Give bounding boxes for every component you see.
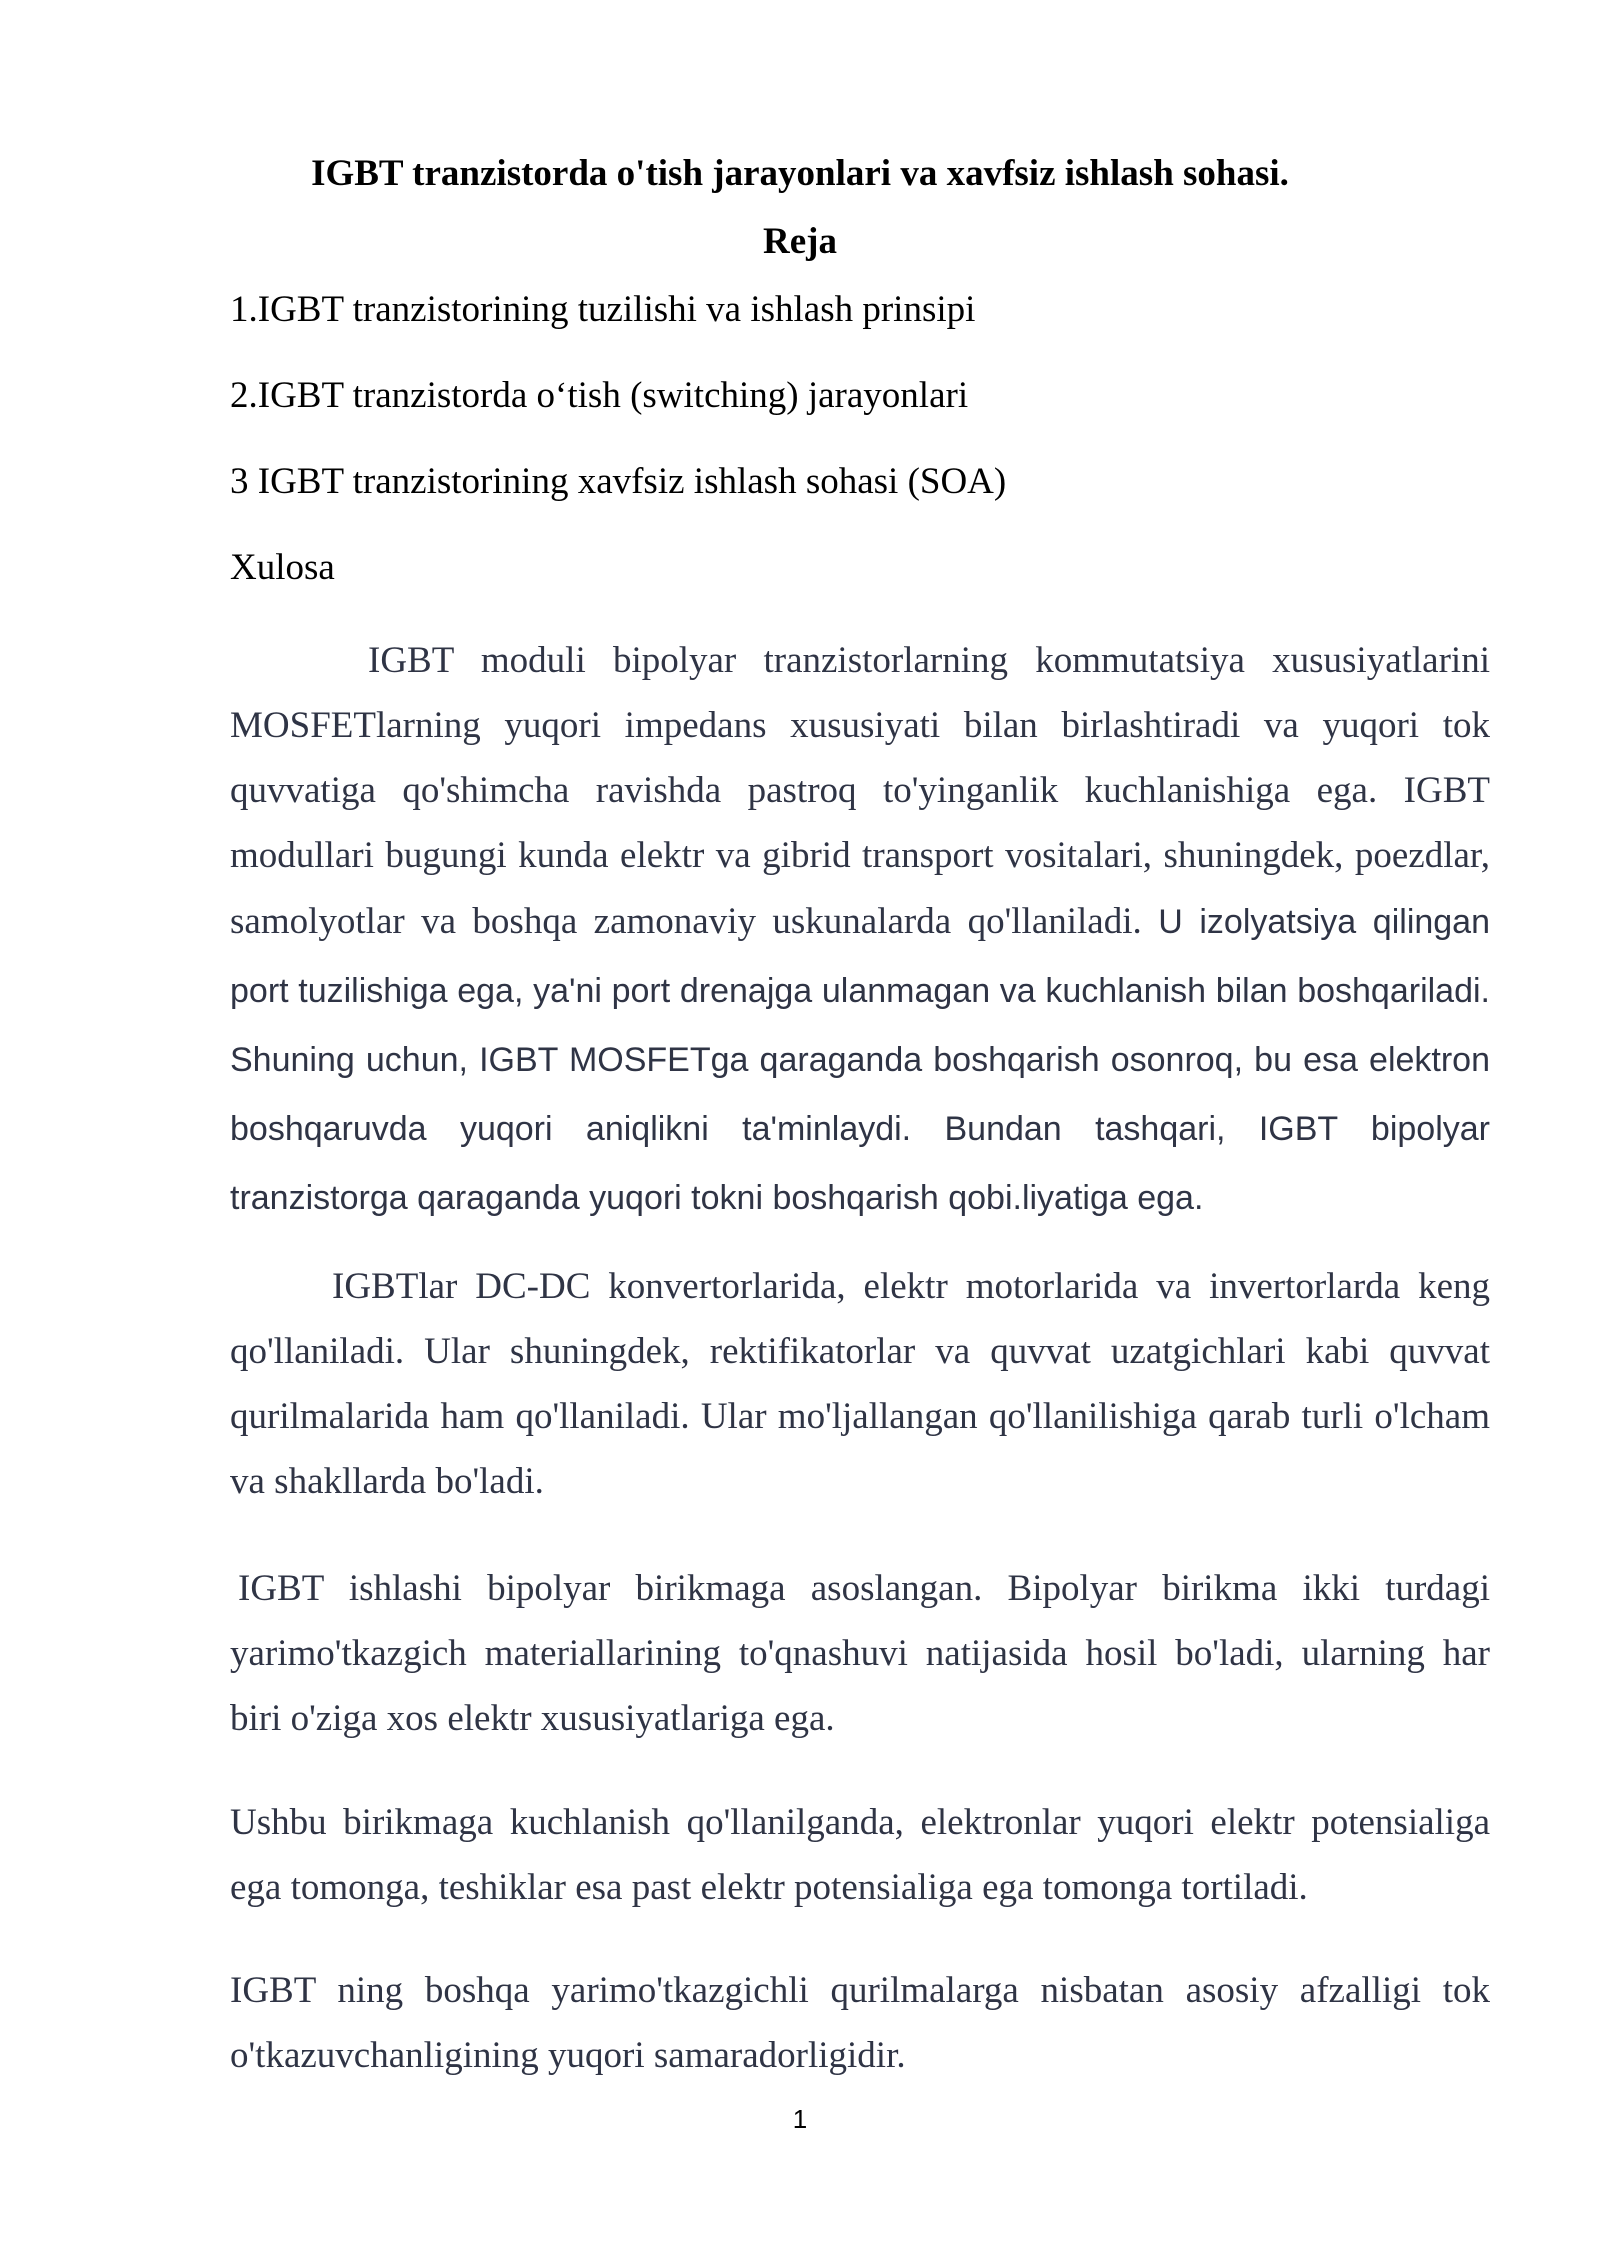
paragraph-5: IGBT ning boshqa yarimo'tkazgichli qurilmalarga nisbatan asosiy afzalligi tok o'tkazuvchanligining yuqori samaradorligidir. xyxy=(230,1970,1490,2076)
plan-item-1: 1.IGBT tranzistorining tuzilishi va ishlash prinsipi xyxy=(230,289,976,330)
paragraph-2: IGBTlar DC-DC konvertorlarida, elektr motorlarida va invertorlarda keng qo'llaniladi. Ular shuningdek, rektifikatorlar va quvvat uzatgichlari kabi quvvat qurilmalarida ham qo'llaniladi. Ular mo'ljallangan qo'llanilishiga qarab turli o'lcham va shakllarda bo'ladi. xyxy=(230,1266,1490,1502)
plan-heading: Reja xyxy=(763,221,837,262)
document-title: IGBT tranzistorda o'tish jarayonlari va xavfsiz ishlash sohasi. xyxy=(311,153,1289,194)
paragraph-1-serif-text: IGBT moduli bipolyar tranzistorlarning kommutatsiya xususiyatlarini MOSFETlarning yuqori impedans xususiyati bilan birlashtiradi va yuqori tok quvvatiga qo'shimcha ravishda pastroq to'yinganlik kuchlanishiga ega. IGBT modullari bugungi kunda elektr va gibrid transport vositalari, shuningdek, poezdlar, samolyotlar va boshqa zamonaviy uskunalarda qo'llaniladi. xyxy=(230,640,1490,942)
paragraph-1-sans-text: U izolyatsiya qilingan port tuzilishiga ega, ya'ni port drenajga ulanmagan va kuchlanish bilan boshqariladi. Shuning uchun, IGBT MOSFETga qaraganda boshqarish osonroq, bu esa elektron boshqaruvda yuqori aniqlikni ta'minlaydi. Bundan tashqari, IGBT bipolyar tranzistorga qaraganda yuqori tokni boshqarish qobi.liyatiga ega. xyxy=(230,903,1491,1217)
plan-item-3: 3 IGBT tranzistorining xavfsiz ishlash sohasi (SOA) xyxy=(230,461,1007,502)
plan-item-2: 2.IGBT tranzistorda o‘tish (switching) jarayonlari xyxy=(230,375,969,416)
paragraph-1 xyxy=(230,628,1490,1233)
page-number: 1 xyxy=(792,2104,808,2134)
paragraph-3: IGBT ishlashi bipolyar birikmaga asoslangan. Bipolyar birikma ikki turdagi yarimo'tkazgich materiallarining to'qnashuvi natijasida hosil bo'ladi, ularning har biri o'ziga xos elektr xususiyatlariga ega. xyxy=(230,1568,1490,1739)
paragraph-4: Ushbu birikmaga kuchlanish qo'llanilganda, elektronlar yuqori elektr potensialiga ega tomonga, teshiklar esa past elektr potensialiga ega tomonga tortiladi. xyxy=(230,1802,1490,1908)
plan-item-conclusion: Xulosa xyxy=(230,547,335,588)
